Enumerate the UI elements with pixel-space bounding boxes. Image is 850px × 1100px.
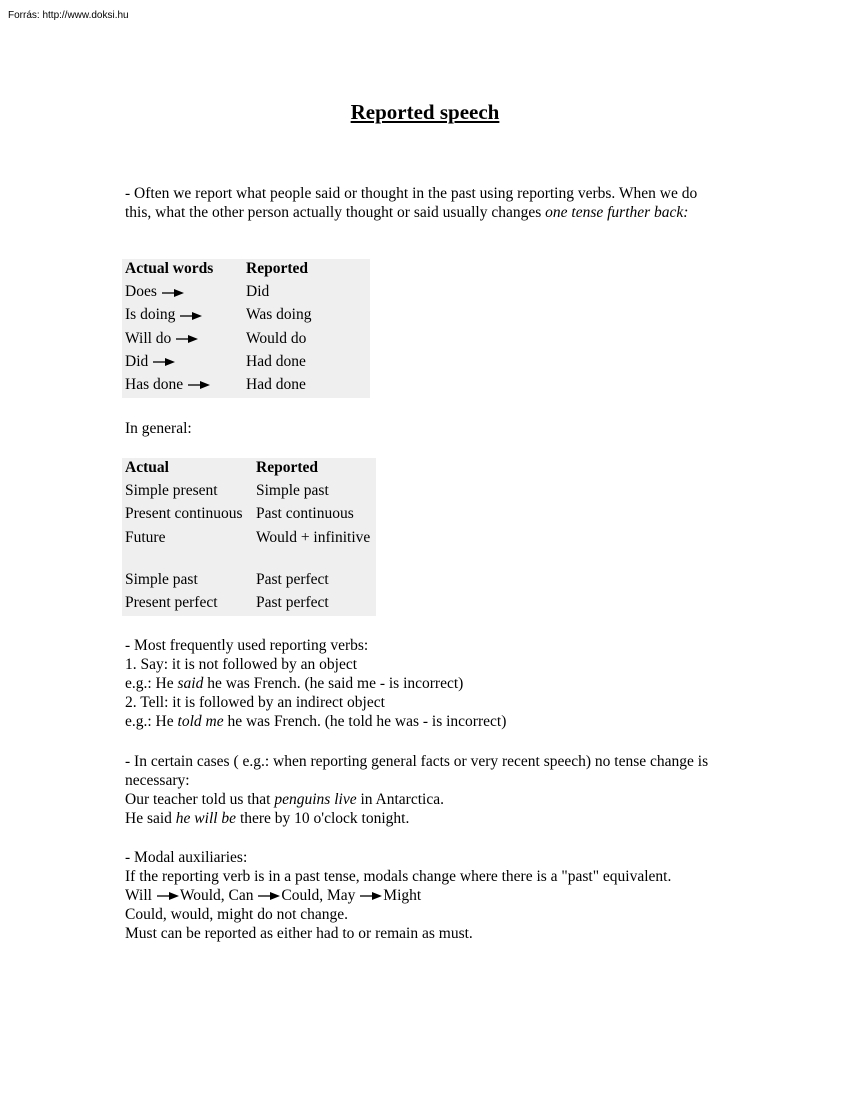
reported-cell: Had done: [246, 352, 306, 370]
reported-tense-cell: Past perfect: [256, 570, 329, 588]
table-header-row: [122, 259, 370, 282]
modal-auxiliaries-section: [125, 848, 725, 943]
reported-cell: Would do: [246, 329, 307, 347]
tell-example: e.g.: He told me he was French. (he told he was - is incorrect): [125, 713, 507, 730]
arrow-right-icon: [161, 288, 185, 298]
actual-words-cell: Is doing: [122, 305, 243, 328]
reporting-verbs-heading: - Most frequently used reporting verbs:: [125, 637, 369, 654]
table-row: [122, 282, 370, 305]
tense-table-general: [122, 458, 376, 616]
table-row: [122, 352, 370, 375]
reported-tense-cell: Past perfect: [256, 593, 329, 611]
modal-heading: - Modal auxiliaries:: [125, 849, 248, 866]
table-row: [122, 329, 370, 352]
reported-cell: Had done: [246, 375, 306, 393]
reporting-verbs-section: [125, 636, 725, 731]
table-row: [122, 570, 376, 593]
arrow-right-icon: [359, 891, 383, 901]
arrow-right-icon: [156, 891, 180, 901]
table-row: [122, 504, 376, 527]
actual-tense-cell: Simple present: [125, 482, 218, 500]
intro-italic: one tense further back:: [545, 204, 689, 221]
modal-changes: Will Would, Can Could, May Might: [125, 887, 422, 904]
no-tense-change-section: [125, 752, 725, 828]
actual-tense-cell: Present perfect: [125, 593, 218, 611]
penguins-example: Our teacher told us that penguins live in Antarctica.: [125, 791, 444, 808]
actual-words-cell: Will do: [122, 329, 243, 352]
reported-cell: Was doing: [246, 306, 312, 324]
reported-tense-cell: Simple past: [256, 482, 329, 500]
ten-oclock-example: He said he will be there by 10 o'clock tonight.: [125, 810, 410, 827]
say-rule: 1. Say: it is not followed by an object: [125, 656, 358, 673]
table-row: [122, 528, 376, 570]
intro-text: - Often we report what people said or thought in the past using reporting verbs. When we do this, what the other person actually thought or said usually changes: [125, 185, 698, 221]
arrow-right-icon: [175, 334, 199, 344]
no-tense-change-rule: - In certain cases ( e.g.: when reporting general facts or very recent speech) no tense change is necessary:: [125, 753, 709, 789]
actual-tense-cell: Simple past: [125, 570, 198, 588]
reported-tense-cell: Past continuous: [256, 505, 354, 523]
table-header-actual-words: Actual words: [125, 260, 214, 277]
actual-words-cell: Does: [122, 282, 243, 305]
actual-tense-cell: Present continuous: [125, 505, 243, 523]
table-header-row: [122, 458, 376, 481]
table-header-reported: Reported: [256, 459, 318, 476]
table-header-actual: Actual: [125, 459, 169, 476]
intro-paragraph: [125, 184, 725, 222]
arrow-right-icon: [152, 357, 176, 367]
arrow-right-icon: [187, 380, 211, 390]
modal-rule: If the reporting verb is in a past tense, modals change where there is a "past" equivalent.: [125, 868, 672, 885]
table-row: [122, 305, 370, 328]
actual-words-cell: Has done: [122, 375, 243, 398]
table-row: [122, 593, 376, 616]
table-header-reported: Reported: [246, 260, 308, 277]
modal-no-change: Could, would, might do not change.: [125, 906, 349, 923]
reported-tense-cell: Would + infinitive: [256, 528, 371, 546]
table-row: [122, 481, 376, 504]
reported-cell: Did: [246, 283, 270, 301]
tell-rule: 2. Tell: it is followed by an indirect object: [125, 694, 385, 711]
source-label: Forrás: http://www.doksi.hu: [8, 10, 129, 21]
in-general-label: In general:: [125, 420, 192, 437]
arrow-right-icon: [179, 311, 203, 321]
table-row: [122, 375, 370, 398]
modal-must: Must can be reported as either had to or remain as must.: [125, 925, 473, 942]
arrow-right-icon: [257, 891, 281, 901]
tense-table-actual-words: [122, 259, 370, 398]
page-title: Reported speech: [350, 100, 500, 124]
actual-words-cell: Did: [122, 352, 243, 375]
actual-tense-cell: Future: [125, 528, 166, 546]
say-example: e.g.: He said he was French. (he said me - is incorrect): [125, 675, 464, 692]
